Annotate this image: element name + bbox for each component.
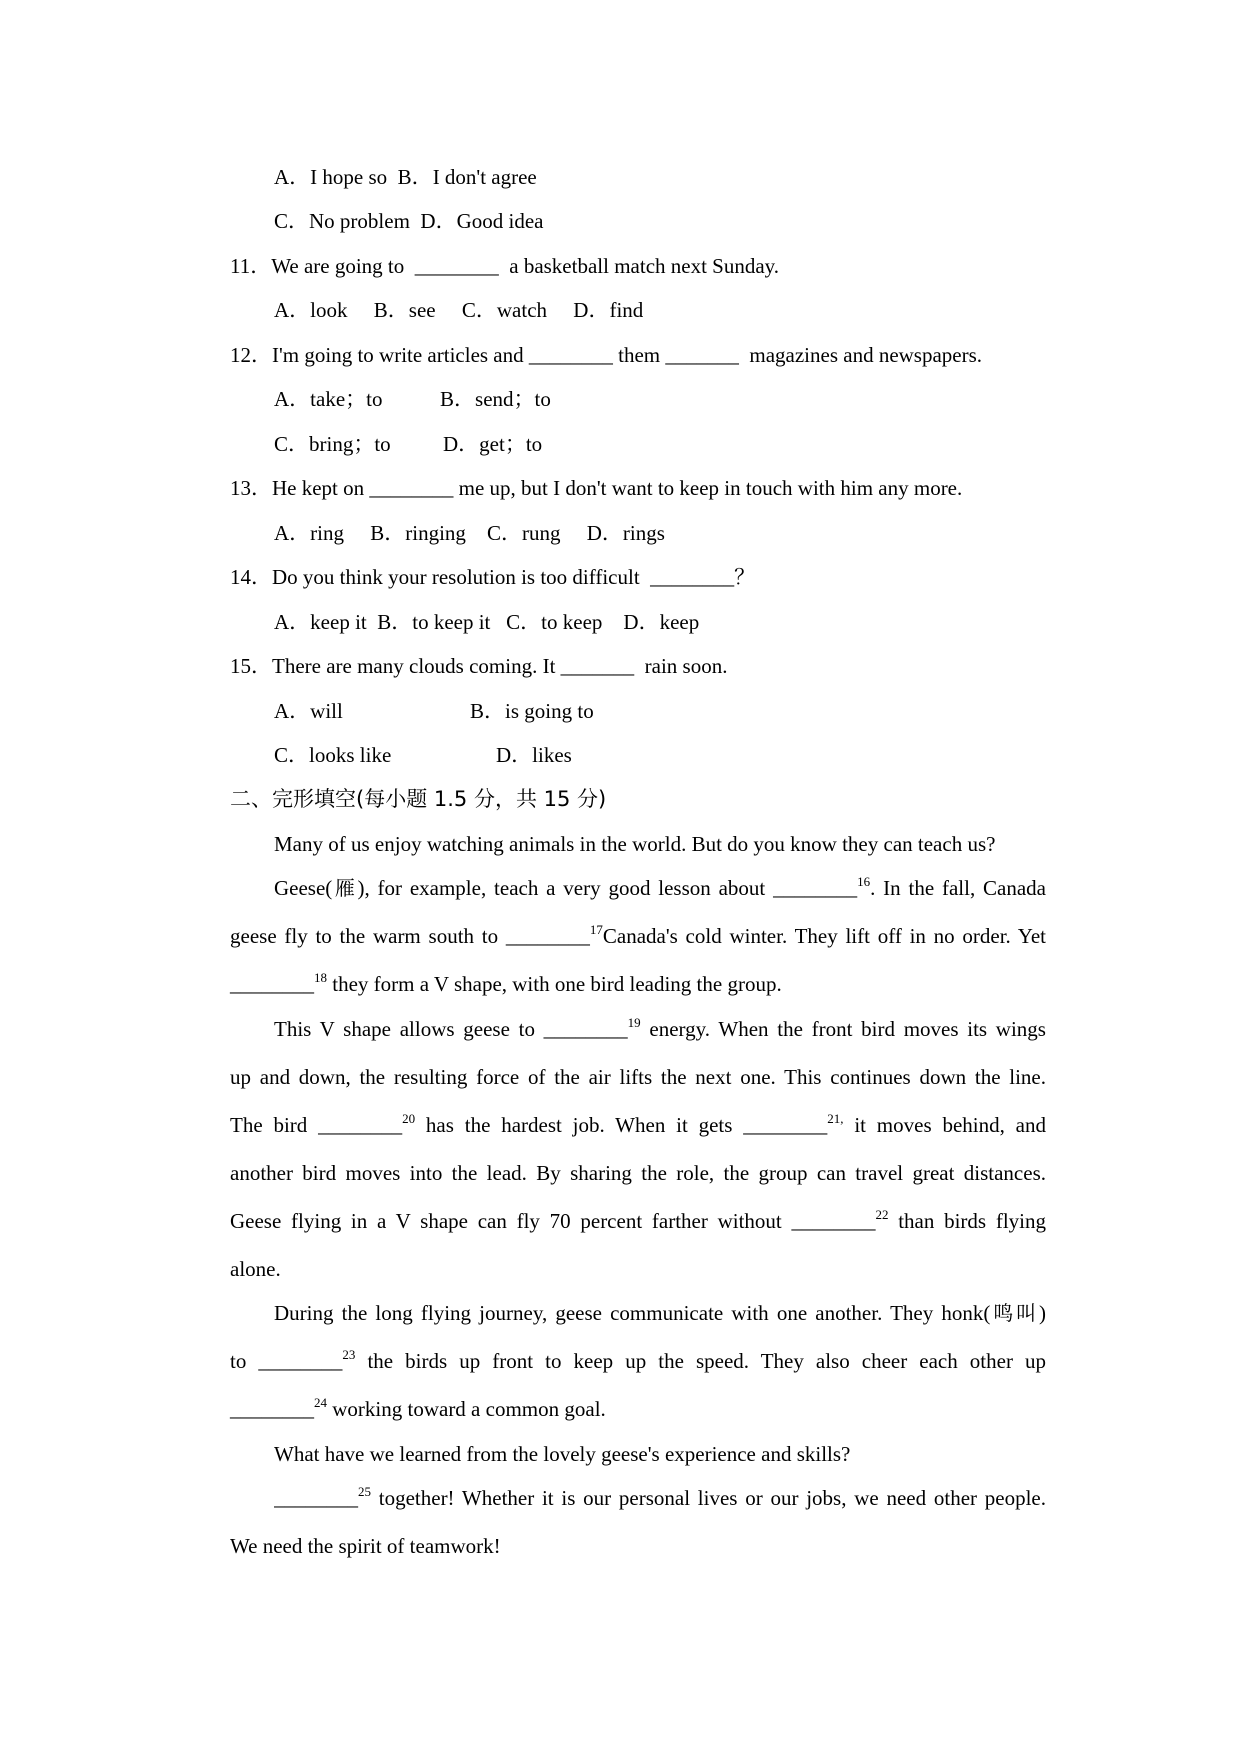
q10-option-a: A．I hope so [274, 165, 388, 189]
passage-p3-line-3: The bird ________$^{20}$ has the hardest job. When it gets ________$^{21,}$ it moves behind, and [230, 1111, 1046, 1137]
q12-options-row-2 [274, 429, 1046, 459]
q14-option-d: D．keep [623, 610, 700, 634]
q12-options-row-1 [274, 384, 1046, 414]
q15-option-b: B．is going to [470, 699, 594, 723]
blank-24-number: 24 [314, 1395, 327, 1410]
blank-23-number: 23 [342, 1347, 356, 1362]
q13-stem [230, 473, 1046, 503]
q11-text: We are going to ________ a basketball match next Sunday. [271, 254, 780, 278]
blank-21-number: 21, [827, 1111, 844, 1126]
passage-p3-line-2: up and down, the resulting force of the air lifts the next one. This continues down the line. [230, 1065, 1046, 1089]
q15-option-c: C．looks like [274, 743, 392, 767]
passage-p6-line-1: ________$^{25}$ together! Whether it is our personal lives or our jobs, we need other people. [274, 1484, 1046, 1510]
q11-number: 11． [230, 254, 272, 278]
q13-text: He kept on ________ me up, but I don't want to keep in touch with him any more. [272, 476, 963, 500]
passage-p3-line-4: another bird moves into the lead. By sharing the role, the group can travel great distances. [230, 1161, 1046, 1185]
q13-option-d: D．rings [586, 521, 665, 545]
q15-options-row-1 [274, 696, 1046, 726]
blank-22-number: 22 [875, 1207, 889, 1222]
passage-p2-line-1: Geese(雁), for example, teach a very good lesson about ________$^{16}$. In the fall, Canada [274, 874, 1046, 900]
q12-option-b: B．send；to [440, 387, 551, 411]
q12-option-d: D．get；to [443, 432, 543, 456]
q11-stem [230, 251, 1046, 281]
passage-p3-line-5: Geese flying in a V shape can fly 70 percent farther without ________$^{22}$ than birds flying [230, 1207, 1046, 1233]
blank-19-number: 19 [627, 1015, 641, 1030]
q13-number: 13． [230, 476, 272, 500]
blank-16-number: 16 [857, 874, 871, 889]
section-2-heading: 二、完形填空(每小题 1.5 分，共 15 分) [230, 787, 607, 811]
blank-25-number: 25 [358, 1484, 371, 1499]
q13-option-b: B．ringing [370, 521, 466, 545]
passage-paragraph-5: What have we learned from the lovely geese's experience and skills? [274, 1442, 851, 1466]
q15-stem [230, 651, 1046, 681]
q15-text: There are many clouds coming. It _______ rain soon. [272, 654, 728, 678]
q11-option-b: B．see [373, 298, 436, 322]
q10-option-c: C．No problem [274, 209, 410, 233]
q15-options-row-2 [274, 740, 1046, 770]
q10-option-b: B．I don't agree [397, 165, 537, 189]
q11-option-a: A．look [274, 298, 348, 322]
q10-option-d: D．Good idea [420, 209, 544, 233]
passage-p6-line-2: We need the spirit of teamwork! [230, 1534, 501, 1558]
q12-text: I'm going to write articles and ________ them _______ magazines and newspapers. [272, 343, 983, 367]
q14-option-a: A．keep it [274, 610, 367, 634]
q14-option-b: B．to keep it [377, 610, 491, 634]
blank-17-number: 17 [589, 922, 603, 937]
passage-p4-line-2: to ________$^{23}$ the birds up front to keep up the speed. They also cheer each other up [230, 1347, 1046, 1373]
q12-stem [230, 340, 1046, 370]
q10-options-row-2 [274, 206, 1046, 236]
q11-option-c: C．watch [461, 298, 548, 322]
q14-option-c: C．to keep [506, 610, 603, 634]
q14-options [274, 607, 1046, 637]
passage-p4-line-3: ________$^{24}$ working toward a common goal. [230, 1395, 606, 1421]
q14-text: Do you think your resolution is too difficult ________？ [272, 565, 756, 589]
q15-number: 15． [230, 654, 272, 678]
passage-p2-line-2: geese fly to the warm south to ________$^{17}$Canada's cold winter. They lift off in no order. Yet [230, 922, 1046, 948]
blank-18-number: 18 [314, 970, 327, 985]
q13-option-a: A．ring [274, 521, 344, 545]
q12-option-c: C．bring；to [274, 432, 391, 456]
q14-stem [230, 562, 1046, 592]
passage-paragraph-1: Many of us enjoy watching animals in the world. But do you know they can teach us? [274, 832, 996, 856]
passage-p4-line-1: During the long flying journey, geese communicate with one another. They honk(鸣叫) [274, 1301, 1046, 1325]
passage-p3-line-6: alone. [230, 1257, 281, 1281]
q14-number: 14． [230, 565, 272, 589]
blank-20-number: 20 [402, 1111, 416, 1126]
passage-p2-line-3: ________$^{18}$ they form a V shape, with one bird leading the group. [230, 970, 782, 996]
q12-option-a: A．take；to [274, 387, 383, 411]
q11-options [274, 295, 1046, 325]
q11-option-d: D．find [573, 298, 644, 322]
q13-option-c: C．rung [486, 521, 561, 545]
q10-options-row-1 [274, 162, 1046, 192]
q15-option-a: A．will [274, 699, 343, 723]
q12-number: 12． [230, 343, 272, 367]
passage-p3-line-1: This V shape allows geese to ________$^{19}$ energy. When the front bird moves its wings [274, 1015, 1046, 1041]
q13-options [274, 518, 1046, 548]
q15-option-d: D．likes [496, 743, 572, 767]
